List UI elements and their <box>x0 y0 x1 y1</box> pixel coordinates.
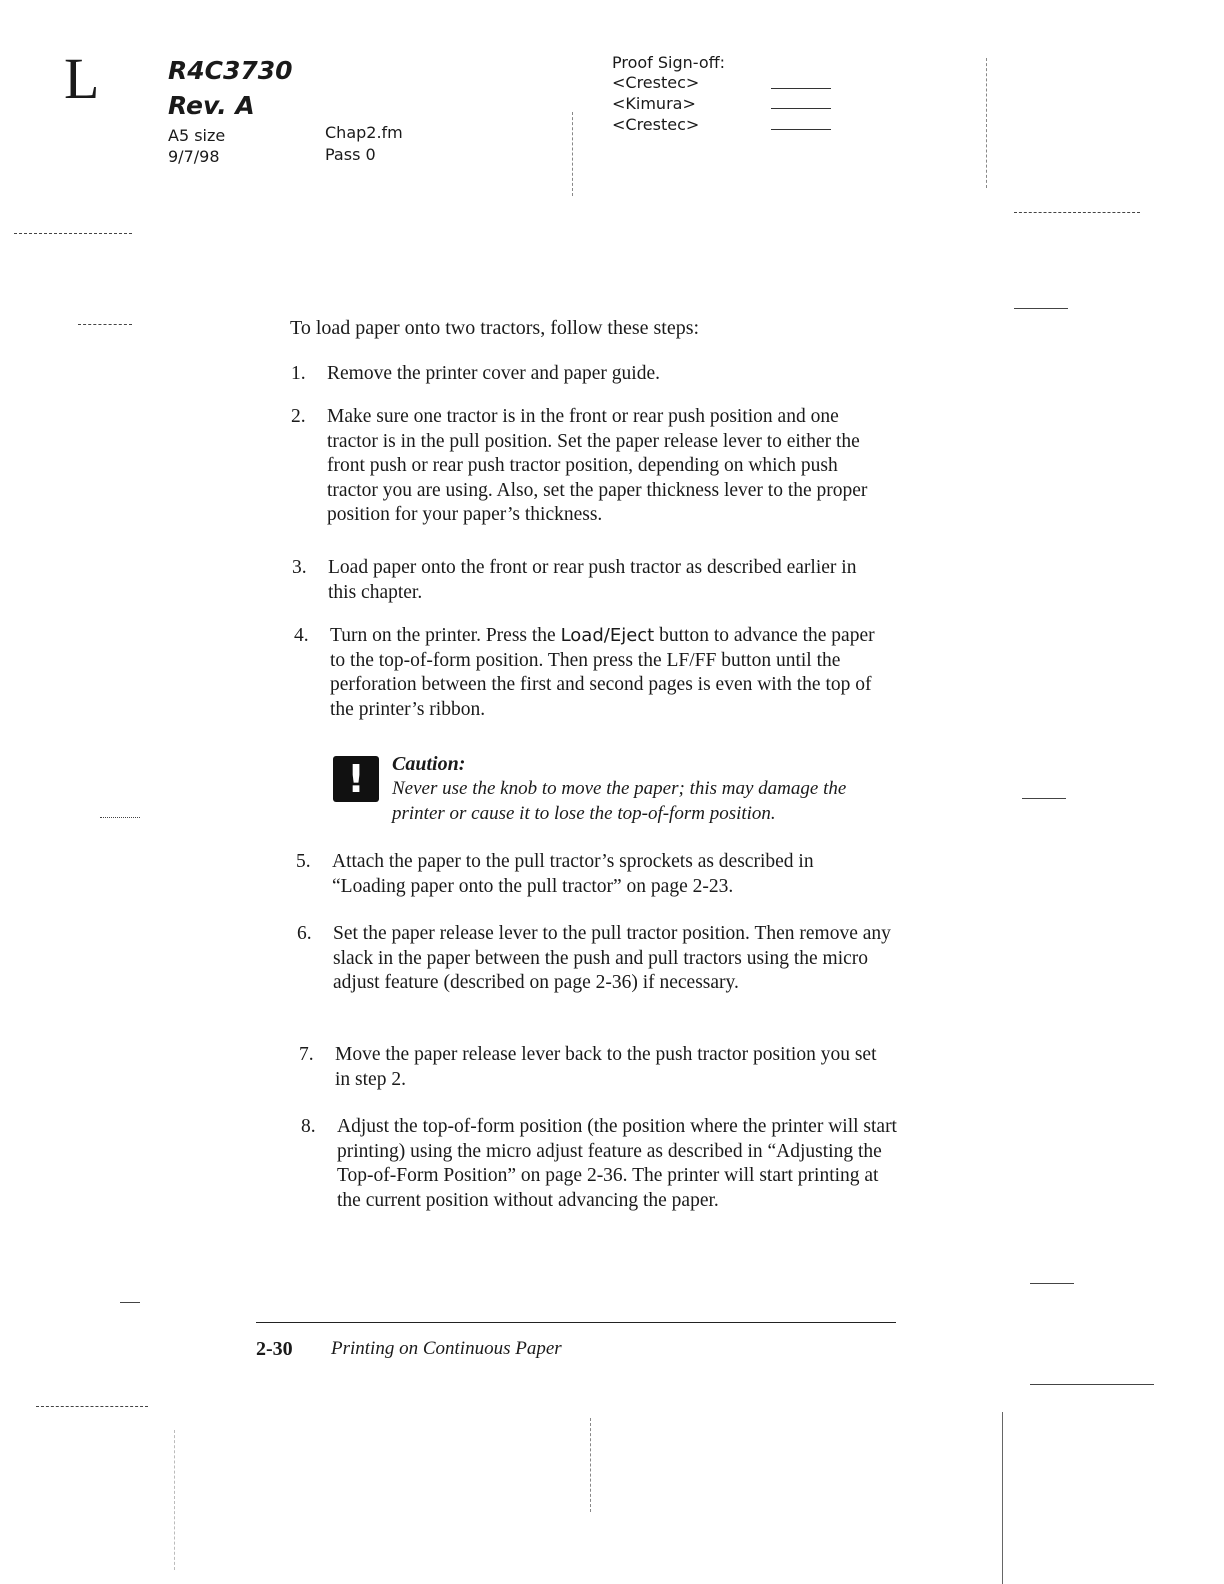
left-mark-4 <box>120 1302 140 1303</box>
left-crop-mark-bottom <box>174 1430 175 1570</box>
step-number: 6. <box>297 923 312 944</box>
center-crop-mark-bottom <box>590 1418 591 1512</box>
page-number: 2-30 <box>256 1338 293 1360</box>
right-crop-mark-top <box>986 58 987 188</box>
step-item <box>297 922 893 996</box>
left-mark-5 <box>36 1406 148 1407</box>
step-item <box>301 1115 897 1213</box>
paper-size-label: A5 size <box>168 126 226 145</box>
right-mark-5 <box>1030 1384 1154 1385</box>
footer-rule <box>256 1322 896 1323</box>
step-item <box>291 362 887 387</box>
step-number: 1. <box>291 363 306 384</box>
step-number: 3. <box>292 557 307 578</box>
step-text: Remove the printer cover and paper guide. <box>327 363 660 384</box>
signoff-entry-2: <Kimura> <box>612 94 696 113</box>
running-chapter-title: Printing on Continuous Paper <box>331 1338 562 1359</box>
caution-icon: ! <box>333 756 379 802</box>
step-text: Move the paper release lever back to the push tractor position you set in step 2. <box>335 1044 877 1090</box>
right-mark-4 <box>1030 1283 1074 1284</box>
signoff-line-1 <box>771 88 831 89</box>
step-text-part: Turn on the printer. Press the <box>330 625 561 646</box>
intro-paragraph: To load paper onto two tractors, follow these steps: <box>290 317 700 339</box>
load-eject-button-label: Load/Eject <box>560 625 655 646</box>
step-text <box>330 624 890 722</box>
signoff-line-3 <box>771 129 831 130</box>
file-name-label: Chap2.fm <box>325 123 403 142</box>
step-number: 8. <box>301 1116 316 1137</box>
signoff-entry-3: <Crestec> <box>612 115 700 134</box>
right-mark-3 <box>1022 798 1066 799</box>
corner-mark-letter: L <box>64 46 100 111</box>
signoff-line-2 <box>771 108 831 109</box>
proof-signoff-title: Proof Sign-off: <box>612 53 726 72</box>
left-mark-2 <box>78 324 132 325</box>
right-mark-2 <box>1014 308 1068 309</box>
caution-title: Caution: <box>392 753 466 775</box>
step-item <box>291 405 887 528</box>
step-text-part: button to advance the paper to the top-of-form position. Then press the LF/FF button until the perforation between the first and second pages is even with the top of the printer’s ribbon. <box>330 625 875 720</box>
pass-label: Pass 0 <box>325 145 376 164</box>
step-text: Load paper onto the front or rear push tractor as described earlier in this chapter. <box>328 557 857 603</box>
signoff-entry-1: <Crestec> <box>612 73 700 92</box>
center-crop-mark-top <box>572 112 573 196</box>
step-text: Adjust the top-of-form position (the position where the printer will start printing) using the micro adjust feature as described in “Adjusting the Top-of-Form Position” on page 2-36. The printer will start printing at the current position without advancing the paper. <box>337 1116 897 1211</box>
step-number: 4. <box>294 625 309 646</box>
step-item <box>292 556 888 605</box>
step-item <box>299 1043 895 1092</box>
step-text: Make sure one tractor is in the front or rear push position and one tractor is in the pull position. Set the paper release lever to either the front push or rear push tractor position, depending on which push tractor you are using. Also, set the paper thickness lever to the proper position for your paper’s thickness. <box>327 406 868 525</box>
step-number: 7. <box>299 1044 314 1065</box>
step-item <box>296 850 892 899</box>
step-text: Attach the paper to the pull tractor’s sprockets as described in “Loading paper onto the pull tractor” on page 2-23. <box>332 851 814 897</box>
right-mark-1 <box>1014 212 1140 213</box>
document-code: R4C3730 <box>168 56 293 85</box>
step-item <box>294 624 890 722</box>
step-text: Set the paper release lever to the pull tractor position. Then remove any slack in the paper between the push and pull tractors using the micro adjust feature (described on page 2-36) if necessary. <box>333 923 891 993</box>
step-number: 5. <box>296 851 311 872</box>
date-label: 9/7/98 <box>168 147 220 166</box>
right-crop-mark-bottom <box>1002 1412 1003 1584</box>
left-mark-3 <box>100 817 140 818</box>
left-mark-1 <box>14 233 132 234</box>
step-number: 2. <box>291 406 306 427</box>
caution-text: Never use the knob to move the paper; this may damage the printer or cause it to lose the top-of-form position. <box>392 778 847 824</box>
revision-label: Rev. A <box>168 91 255 120</box>
